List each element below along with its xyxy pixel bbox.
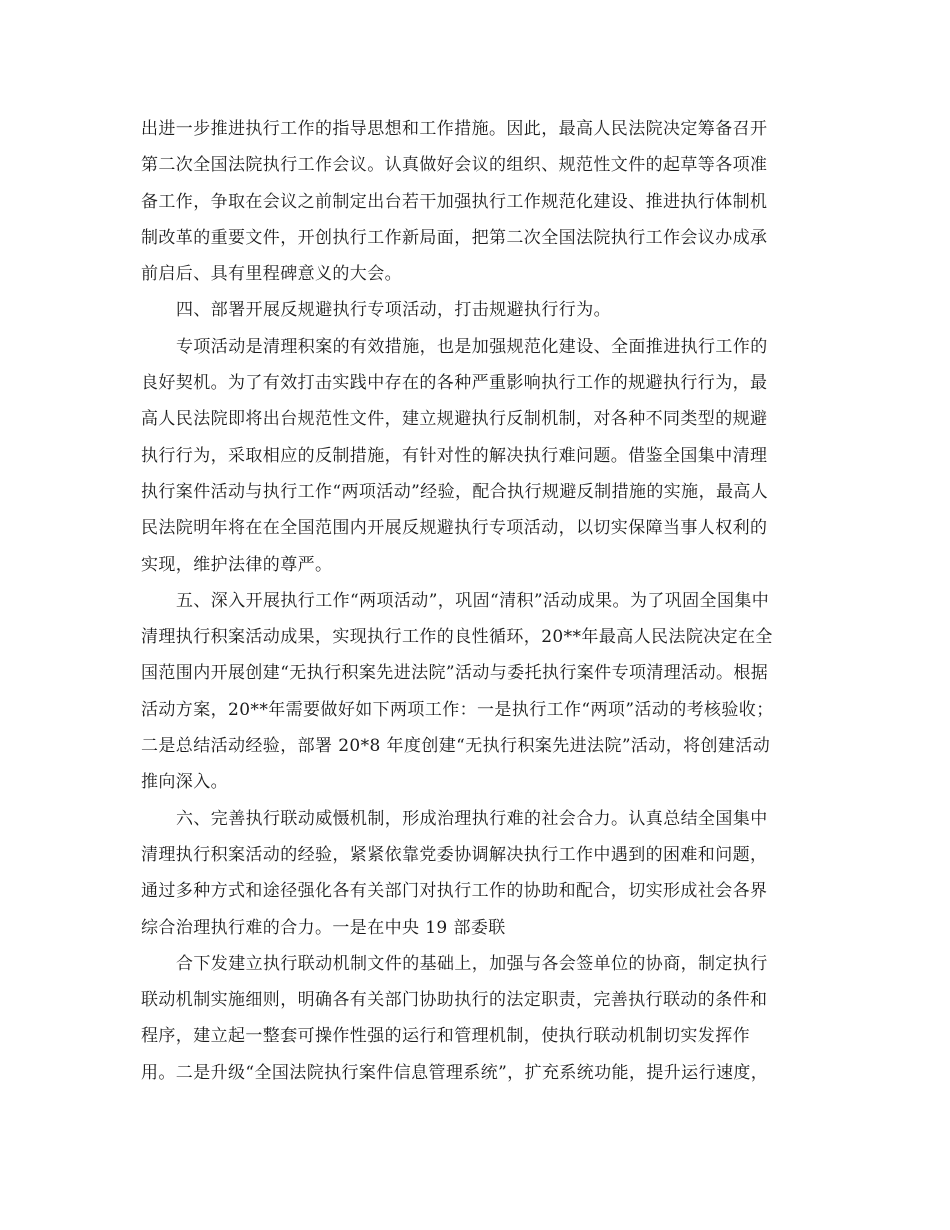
text-line: 前启后、具有里程碑意义的大会。: [141, 264, 402, 285]
text-line: 清理执行积案活动成果，实现执行工作的良性循环，20**年最高人民法院决定在全: [141, 627, 773, 648]
text-line: 国范围内开展创建“无执行积案先进法院”活动与委托执行案件专项清理活动。根据: [141, 663, 769, 684]
text-line: 民法院明年将在在全国范围内开展反规避执行专项活动，以切实保障当事人权利的: [141, 518, 768, 539]
text-line: 执行案件活动与执行工作“两项活动”经验，配合执行规避反制措施的实施，最高人: [141, 481, 769, 502]
text-line: 四、部署开展反规避执行专项活动，打击规避执行行为。: [176, 300, 611, 321]
text-line: 清理执行积案活动的经验，紧紧依靠党委协调解决执行工作中遇到的困难和问题，: [141, 844, 768, 865]
text-line: 备工作，争取在会议之前制定出台若干加强执行工作规范化建设、推进执行体制机: [141, 191, 768, 212]
text-line: 通过多种方式和途径强化各有关部门对执行工作的协助和配合，切实形成社会各界: [141, 881, 768, 902]
document-body: [141, 111, 813, 1091]
text-line: 六、完善执行联动威慑机制，形成治理执行难的社会合力。认真总结全国集中: [176, 808, 768, 829]
text-line: 联动机制实施细则，明确各有关部门协助执行的法定职责，完善执行联动的条件和: [141, 990, 768, 1011]
text-line: 活动方案，20**年需要做好如下两项工作：一是执行工作“两项”活动的考核验收；: [141, 699, 774, 720]
text-line: 出进一步推进执行工作的指导思想和工作措施。因此，最高人民法院决定筹备召开: [141, 119, 768, 139]
text-line: 程序，建立起一整套可操作性强的运行和管理机制，使执行联动机制切实发挥作: [141, 1026, 750, 1047]
text-line: 五、深入开展执行工作“两项活动”，巩固“清积”活动成果。为了巩固全国集中: [176, 590, 770, 611]
text-line: 二是总结活动经验，部署 20*8 年度创建“无执行积案先进法院”活动，将创建活动: [141, 736, 771, 757]
text-line: 第二次全国法院执行工作会议。认真做好会议的组织、规范性文件的起草等各项准: [141, 155, 768, 176]
text-line: 合下发建立执行联动机制文件的基础上，加强与各会签单位的协商，制定执行: [176, 953, 768, 974]
text-line: 用。二是升级“全国法院执行案件信息管理系统”，扩充系统功能，提升运行速度，: [141, 1062, 769, 1083]
text-line: 实现，维护法律的尊严。: [141, 554, 333, 575]
text-line: 执行行为，采取相应的反制措施，有针对性的解决执行难问题。借鉴全国集中清理: [141, 445, 768, 466]
text-line: 专项活动是清理积案的有效措施，也是加强规范化建设、全面推进执行工作的: [176, 336, 768, 357]
text-line: 良好契机。为了有效打击实践中存在的各种严重影响执行工作的规避执行行为，最: [141, 373, 768, 394]
text-line: 高人民法院即将出台规范性文件，建立规避执行反制机制，对各种不同类型的规避: [141, 409, 768, 430]
text-line: 综合治理执行难的合力。一是在中央 19 部委联: [141, 917, 506, 938]
text-line: 制改革的重要文件，开创执行工作新局面，把第二次全国法院执行工作会议办成承: [141, 227, 768, 248]
text-line: 推向深入。: [141, 772, 228, 793]
